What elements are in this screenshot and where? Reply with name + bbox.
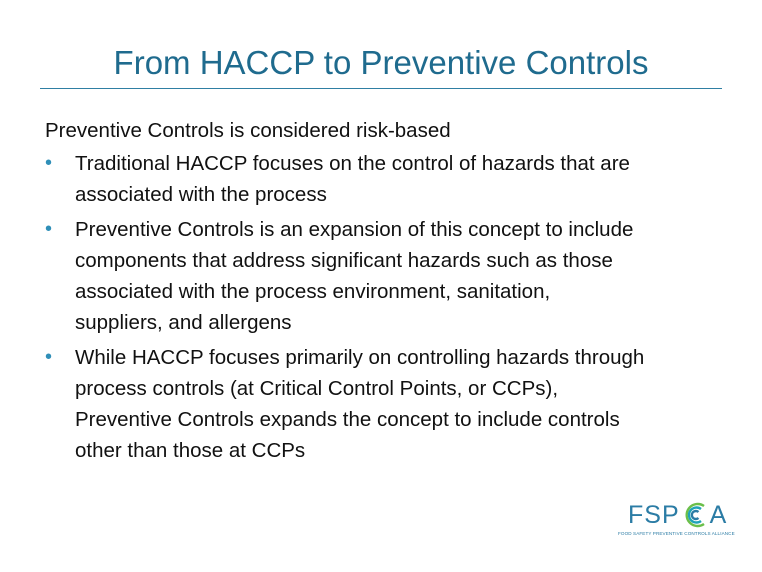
bullet-dot-icon: •	[45, 152, 53, 174]
bullet-line: associated with the process environment, sanitation,	[75, 280, 551, 303]
bullet-dot-icon: •	[45, 218, 53, 240]
bullet-line: other than those at CCPs	[75, 439, 306, 462]
bullet-line: Traditional HACCP focuses on the control of hazards that are	[75, 152, 630, 175]
bullet-item	[45, 342, 735, 466]
logo-arcs-icon	[680, 500, 710, 530]
bullet-list	[45, 148, 735, 470]
bullet-line: While HACCP focuses primarily on controlling hazards through	[75, 346, 645, 369]
logo-wordmark	[628, 500, 728, 530]
slide-title: From HACCP to Preventive Controls	[113, 44, 649, 81]
logo-tagline: FOOD SAFETY PREVENTIVE CONTROLS ALLIANCE	[618, 531, 735, 536]
bullet-item	[45, 214, 735, 338]
bullet-line: Preventive Controls is an expansion of this concept to include	[75, 218, 634, 241]
title-divider	[40, 88, 722, 89]
bullet-line: suppliers, and allergens	[75, 311, 292, 334]
bullet-line: components that address significant hazards such as those	[75, 249, 613, 272]
logo-text-fsp: FSP	[628, 501, 680, 529]
bullet-line: process controls (at Critical Control Points, or CCPs),	[75, 377, 559, 400]
bullet-dot-icon: •	[45, 346, 53, 368]
intro-text: Preventive Controls is considered risk-based	[45, 119, 451, 142]
bullet-line: Preventive Controls expands the concept to include controls	[75, 408, 620, 431]
bullet-line: associated with the process	[75, 183, 327, 206]
bullet-item	[45, 148, 735, 210]
fspca-logo	[618, 500, 735, 542]
logo-text-a: A	[709, 501, 728, 529]
